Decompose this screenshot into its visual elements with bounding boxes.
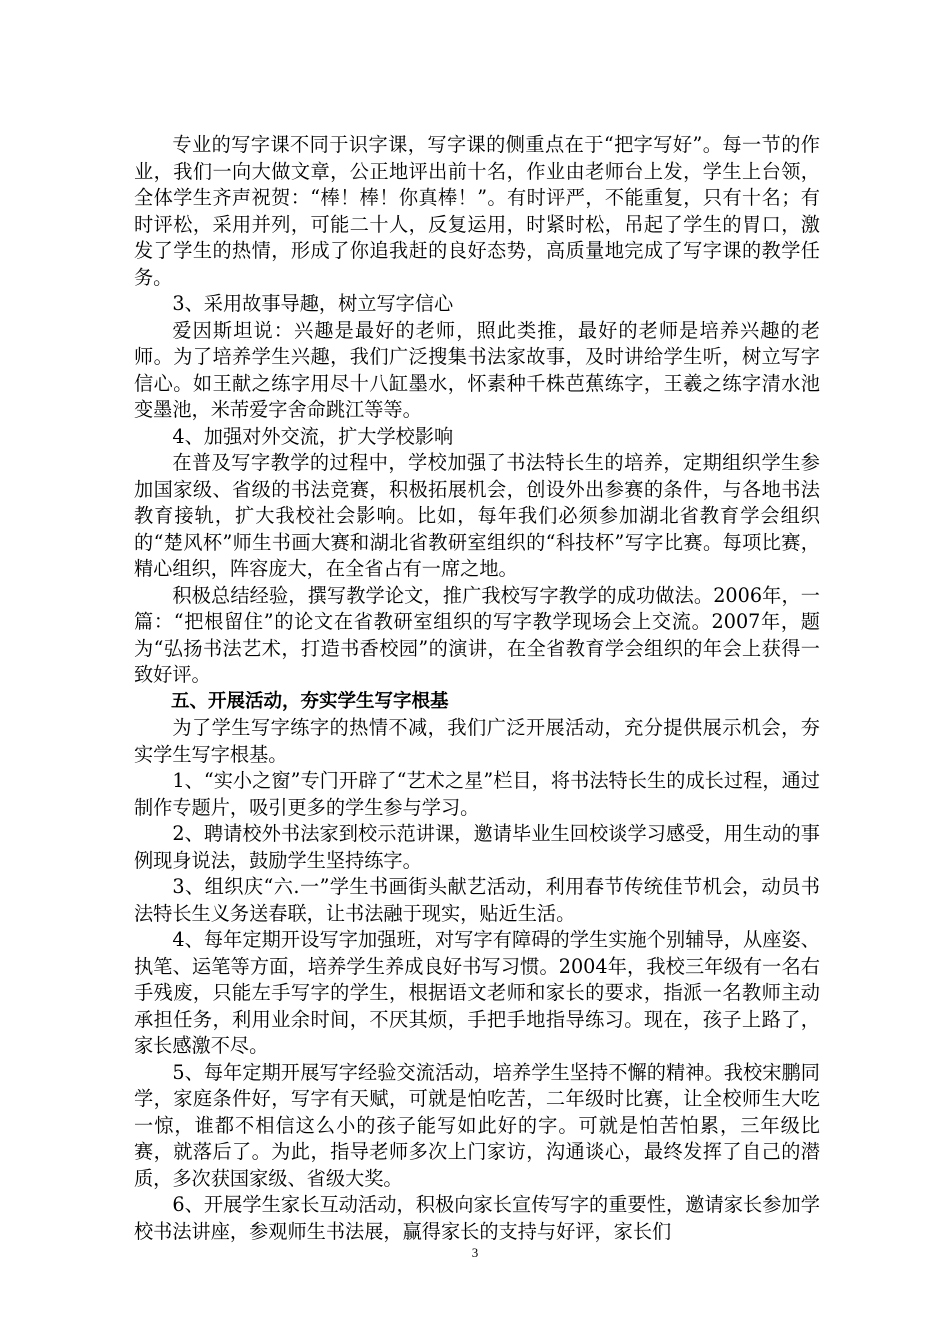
subheading: 3、采用故事导趣，树立写字信心 xyxy=(172,292,454,315)
subheading: 4、加强对外交流，扩大学校影响 xyxy=(172,424,454,448)
paragraph: 专业的写字课不同于识字课，写字课的侧重点在于“把字写好”。每一节的作业，我们一向大做文章，公正地评出前十名，作业由老师台上发，学生上台领，全体学生齐声祝贺：“棒！棒！你真棒！”。有时评严，不能重复，只有十名；有时评松，采用并列，可能二十人，反复运用，时紧时松，吊起了学生的胃口，激发了学生的热情，形成了你追我赶的良好态势，高质量地完成了写字课的教学任务。 xyxy=(134,133,820,289)
document-body xyxy=(134,132,820,1245)
list-item: 5、每年定期开展写字经验交流活动，培养学生坚持不懈的精神。我校宋鹏同学，家庭条件好，写字有天赋，可就是怕吃苦，二年级时比赛，让全校师生大吃一惊，谁都不相信这么小的孩子能写如此好的字。可就是怕苦怕累，三年级比赛，就落后了。为此，指导老师多次上门家访，沟通谈心，最终发挥了自己的潜质，多次获国家级、省级大奖。 xyxy=(134,1060,820,1190)
list-item: 3、组织庆“六.一”学生书画街头献艺活动，利用春节传统佳节机会，动员书法特长生义务送春联，让书法融于现实，贴近生活。 xyxy=(134,875,820,925)
paragraph: 爱因斯坦说：兴趣是最好的老师，照此类推，最好的老师是培养兴趣的老师。为了培养学生兴趣，我们广泛搜集书法家故事，及时讲给学生听，树立写字信心。如王献之练字用尽十八缸墨水，怀素种千株芭蕉练字，王羲之练字清水池变墨池，米芾爱字舍命跳江等等。 xyxy=(134,318,820,421)
paragraph: 在普及写字教学的过程中，学校加强了书法特长生的培养，定期组织学生参加国家级、省级的书法竞赛，积极拓展机会，创设外出参赛的条件，与各地书法教育接轨，扩大我校社会影响。比如，每年我们必须参加湖北省教育学会组织的“楚风杯”师生书画大赛和湖北省教研室组织的“科技杯”写字比赛。每项比赛，精心组织，阵容庞大，在全省占有一席之地。 xyxy=(134,451,820,580)
section-heading: 五、开展活动，夯实学生写字根基 xyxy=(171,690,449,712)
page-number: 3 xyxy=(471,1245,479,1260)
paragraph: 为了学生写字练字的热情不减，我们广泛开展活动，充分提供展示机会，夯实学生写字根基。 xyxy=(134,716,820,766)
list-item: 4、每年定期开设写字加强班，对写字有障碍的学生实施个别辅导，从座姿、执笔、运笔等方面，培养学生养成良好书写习惯。2004年，我校三年级有一名右手残废，只能左手写字的学生，根据语文老师和家长的要求，指派一名教师主动承担任务，利用业余时间，不厌其烦，手把手地指导练习。现在，孩子上路了，家长感激不尽。 xyxy=(134,928,820,1057)
paragraph: 积极总结经验，撰写教学论文，推广我校写字教学的成功做法。2006年，一篇：“把根留住”的论文在省教研室组织的写字教学现场会上交流。2007年，题为“弘扬书法艺术，打造书香校园”的演讲，在全省教育学会组织的年会上获得一致好评。 xyxy=(134,583,820,686)
list-item: 1、“实小之窗”专门开辟了“艺术之星”栏目，将书法特长生的成长过程，通过制作专题片，吸引更多的学生参与学习。 xyxy=(134,769,820,819)
list-item: 6、开展学生家长互动活动，积极向家长宣传写字的重要性，邀请家长参加学校书法讲座，参观师生书法展，赢得家长的支持与好评，家长们 xyxy=(134,1193,820,1243)
list-item: 2、聘请校外书法家到校示范讲课，邀请毕业生回校谈学习感受，用生动的事例现身说法，鼓励学生坚持练字。 xyxy=(134,822,820,872)
